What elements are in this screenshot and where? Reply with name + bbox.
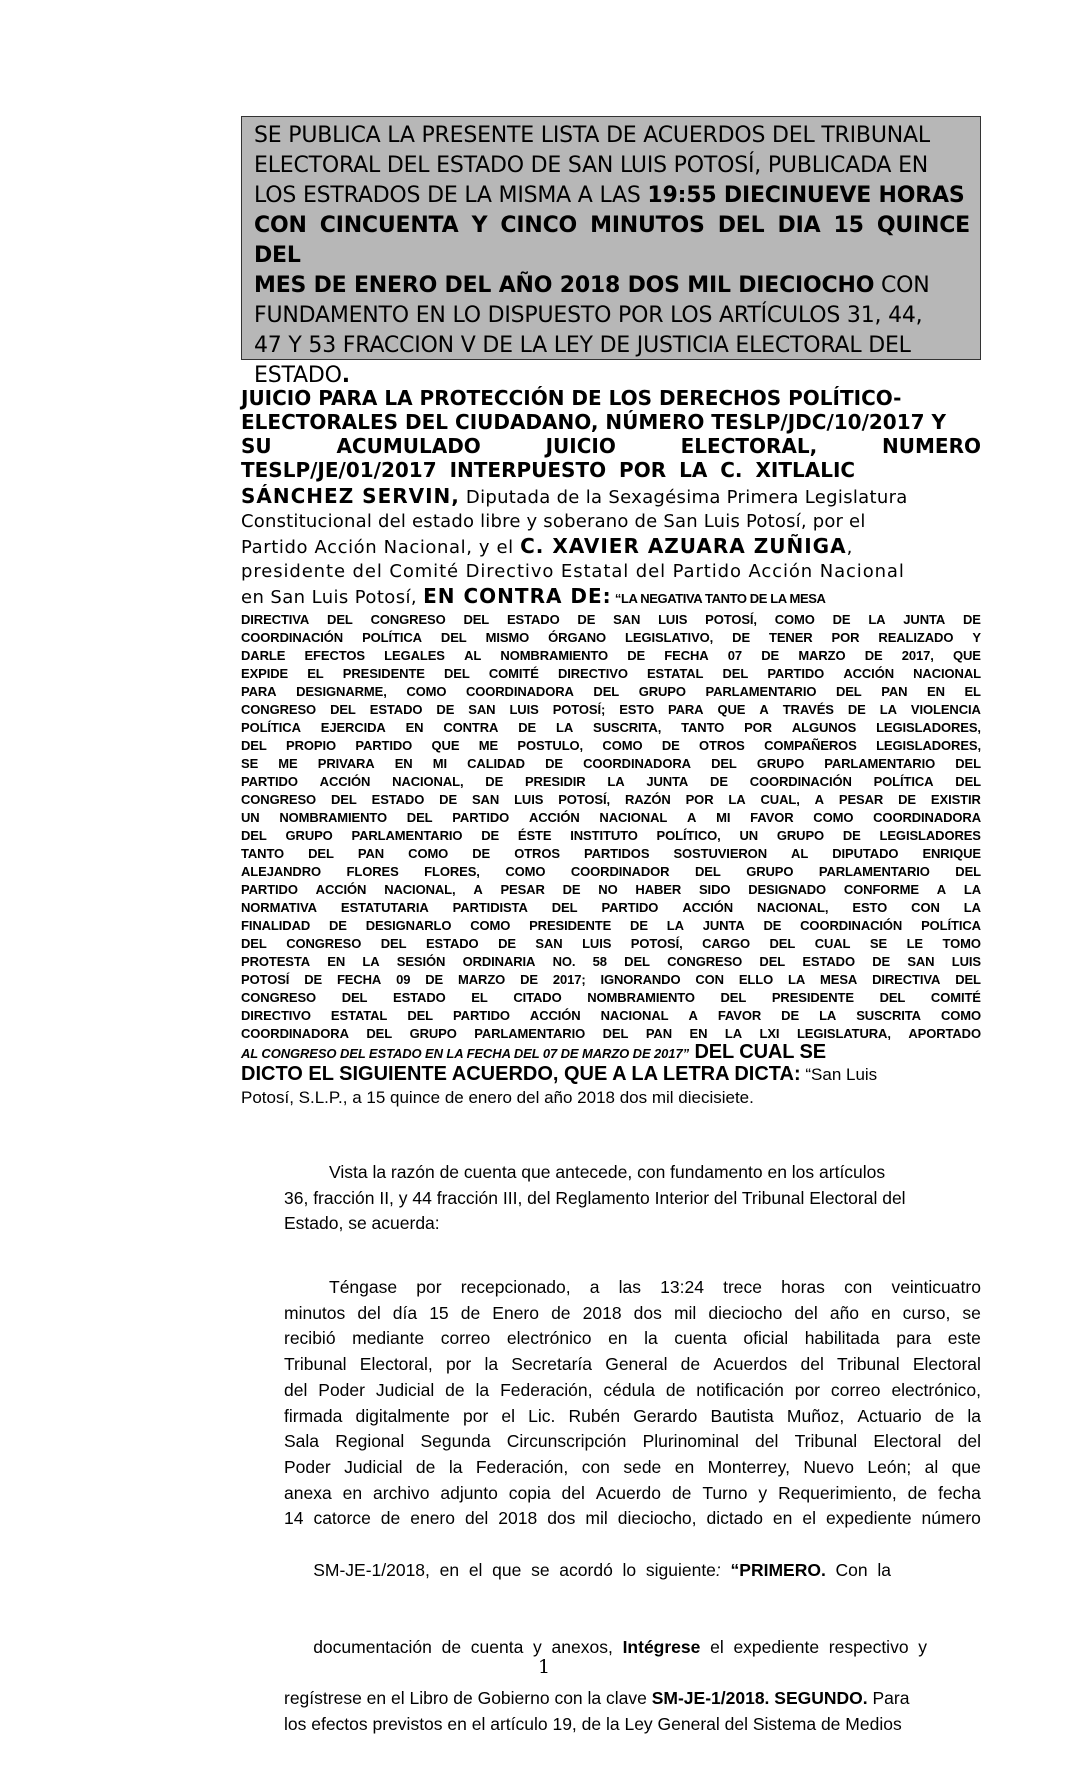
heading-line: JUICIO PARA LA PROTECCIÓN DE LOS DERECHOS POLÍTICO- bbox=[241, 386, 902, 410]
publication-notice-box bbox=[241, 116, 981, 388]
quote-line: EXPIDE EL PRESIDENTE DEL COMITÉ DIRECTIVO ESTATAL DEL PARTIDO ACCIÓN NACIONAL bbox=[241, 666, 981, 681]
paragraph-line: firmada digitalmente por el Lic. Rubén Gerardo Bautista Muñoz, Actuario de la bbox=[284, 1405, 981, 1426]
heading-line: Partido Acción Nacional, y el C. XAVIER AZUARA ZUÑIGA, bbox=[241, 534, 853, 558]
paragraph-line: los efectos previstos en el artículo 19, de la Ley General del Sistema de Medios bbox=[284, 1713, 902, 1734]
heading-line: presidente del Comité Directivo Estatal del Partido Acción Nacional bbox=[241, 561, 905, 582]
paragraph-line: Téngase por recepcionado, a las 13:24 trece horas con veinticuatro bbox=[329, 1277, 981, 1297]
heading-line: ELECTORALES DEL CIUDADANO, NÚMERO TESLP/JDC/10/2017 Y bbox=[241, 410, 946, 434]
quote-line: DIRECTIVO ESTATAL DEL PARTIDO ACCIÓN NACIONAL A FAVOR DE LA SUSCRITA COMO bbox=[241, 1008, 981, 1023]
party-name: SÁNCHEZ SERVIN, bbox=[241, 484, 460, 508]
quote-line: CONGRESO DEL ESTADO DE SAN LUIS POTOSÍ; ESTO PARA QUE A TRAVÉS DE LA VIOLENCIA bbox=[241, 702, 981, 717]
quote-line: DEL GRUPO PARLAMENTARIO DE ÉSTE INSTITUTO POLÍTICO, UN GRUPO DE LEGISLADORES bbox=[241, 828, 981, 843]
notice-line: ESTADO. bbox=[254, 363, 350, 388]
quote-line: FINALIDAD DE DESIGNARLO COMO PRESIDENTE DE LA JUNTA DE COORDINACIÓN POLÍTICA bbox=[241, 918, 981, 933]
heading-line: SÁNCHEZ SERVIN, Diputada de la Sexagésima Primera Legislatura bbox=[241, 484, 908, 508]
quote-line: SE ME PRIVARA EN MI CALIDAD DE COORDINADORA DEL GRUPO PARLAMENTARIO DEL bbox=[241, 756, 981, 771]
paragraph-line: SM-JE-1/2018, en el que se acordó lo siguiente: “PRIMERO. Con la bbox=[313, 1559, 891, 1580]
heading-line: Constitucional del estado libre y soberano de San Luis Potosí, por el bbox=[241, 511, 866, 532]
quote-line: COORDINACIÓN POLÍTICA DEL MISMO ÓRGANO LEGISLATIVO, DE TENER POR REALIZADO Y bbox=[241, 630, 981, 645]
paragraph-line: Tribunal Electoral, por la Secretaría General de Acuerdos del Tribunal Electoral bbox=[284, 1354, 981, 1375]
notice-line: 47 Y 53 FRACCION V DE LA LEY DE JUSTICIA ELECTORAL DEL bbox=[254, 333, 911, 358]
quote-line: UN NOMBRAMIENTO DEL PARTIDO ACCIÓN NACIONAL A MI FAVOR COMO COORDINADORA bbox=[241, 810, 981, 825]
heading-line: TESLP/JE/01/2017 INTERPUESTO POR LA C. XITLALIC bbox=[241, 458, 856, 482]
quote-line: NORMATIVA ESTATUTARIA PARTIDISTA DEL PARTIDO ACCIÓN NACIONAL, ESTO CON LA bbox=[241, 900, 981, 915]
notice-line: LOS ESTRADOS DE LA MISMA A LAS 19:55 DIECINUEVE HORAS bbox=[254, 183, 965, 208]
paragraph-line: Vista la razón de cuenta que antecede, con fundamento en los artículos bbox=[329, 1162, 886, 1182]
paragraph-line: Sala Regional Segunda Circunscripción Plurinominal del Tribunal Electoral del bbox=[284, 1431, 981, 1452]
paragraph-line: anexa en archivo adjunto copia del Acuerdo de Turno y Requerimiento, de fecha bbox=[284, 1482, 981, 1503]
quote-line: TANTO DEL PAN COMO DE OTROS PARTIDOS SOSTUVIERON AL DIPUTADO ENRIQUE bbox=[241, 846, 981, 861]
heading-line: SU ACUMULADO JUICIO ELECTORAL, NUMERO bbox=[241, 434, 981, 458]
paragraph-line: regístrese en el Libro de Gobierno con la clave SM-JE-1/2018. SEGUNDO. Para bbox=[284, 1688, 910, 1709]
quote-line: CONGRESO DEL ESTADO DE SAN LUIS POTOSÍ, RAZÓN POR LA CUAL, A PESAR DE EXISTIR bbox=[241, 792, 981, 807]
quote-line: POLÍTICA EJERCIDA EN CONTRA DE LA SUSCRITA, TANTO POR ALGUNOS LEGISLADORES, bbox=[241, 720, 981, 735]
quote-line: PARTIDO ACCIÓN NACIONAL, DE PRESIDIR LA JUNTA DE COORDINACIÓN POLÍTICA DEL bbox=[241, 774, 981, 789]
quote-line: POTOSÍ DE FECHA 09 DE MARZO DE 2017; IGNORANDO CON ELLO LA MESA DIRECTIVA DEL bbox=[241, 972, 981, 987]
quote-line: COORDINADORA DEL GRUPO PARLAMENTARIO DEL PAN EN LA LXI LEGISLATURA, APORTADO bbox=[241, 1026, 981, 1041]
notice-line: CON CINCUENTA Y CINCO MINUTOS DEL DIA 15 QUINCE DEL bbox=[254, 213, 970, 268]
paragraph-line: del Poder Judicial de la Federación, cédula de notificación por correo electrónico, bbox=[284, 1379, 981, 1400]
quote-line: ALEJANDRO FLORES FLORES, COMO COORDINADOR DEL GRUPO PARLAMENTARIO DEL bbox=[241, 864, 981, 879]
agreement-date: Potosí, S.L.P., a 15 quince de enero del año 2018 dos mil diecisiete. bbox=[241, 1088, 754, 1107]
quote-line: DIRECTIVA DEL CONGRESO DEL ESTADO DE SAN LUIS POTOSÍ, COMO DE LA JUNTA DE bbox=[241, 612, 981, 627]
quote-line: DEL CONGRESO DEL ESTADO DE SAN LUIS POTOSÍ, CARGO DEL CUAL SE LE TOMO bbox=[241, 936, 981, 951]
party-name: C. XAVIER AZUARA ZUÑIGA bbox=[520, 534, 847, 558]
heading-line: en San Luis Potosí, EN CONTRA DE: “LA NEGATIVA TANTO DE LA MESA bbox=[241, 584, 826, 608]
quote-line: PROTESTA EN LA SESIÓN ORDINARIA NO. 58 DEL CONGRESO DEL ESTADO DE SAN LUIS bbox=[241, 954, 981, 969]
paragraph-line: recibió mediante correo electrónico en la cuenta oficial habilitada para este bbox=[284, 1328, 981, 1349]
notice-line: ELECTORAL DEL ESTADO DE SAN LUIS POTOSÍ, PUBLICADA EN bbox=[254, 153, 929, 178]
page-number: 1 bbox=[537, 1656, 551, 1678]
quote-line: PARA DESIGNARME, COMO COORDINADORA DEL GRUPO PARLAMENTARIO DEL PAN EN EL bbox=[241, 684, 981, 699]
quoted-claim bbox=[241, 611, 981, 1043]
quote-line: DEL PROPIO PARTIDO QUE ME POSTULO, COMO DE OTROS COMPAÑEROS LEGISLADORES, bbox=[241, 738, 981, 753]
quote-last-line: AL CONGRESO DEL ESTADO EN LA FECHA DEL 07 DE MARZO DE 2017” DEL CUAL SE bbox=[241, 1041, 826, 1063]
quote-line: CONGRESO DEL ESTADO EL CITADO NOMBRAMIENTO DEL PRESIDENTE DEL COMITÉ bbox=[241, 990, 981, 1005]
paragraph-line: documentación de cuenta y anexos, Intégrese el expediente respectivo y bbox=[313, 1636, 928, 1657]
case-heading bbox=[241, 386, 981, 1109]
quote-line: PARTIDO ACCIÓN NACIONAL, A PESAR DE NO HABER SIDO DESIGNADO CONFORME A LA bbox=[241, 882, 981, 897]
paragraph-1 bbox=[284, 1160, 981, 1237]
paragraph-line: Estado, se acuerda: bbox=[284, 1213, 440, 1234]
paragraph-line: minutos del día 15 de Enero de 2018 dos mil dieciocho del año en curso, se bbox=[284, 1302, 981, 1323]
paragraph-line: 14 catorce de enero del 2018 dos mil dieciocho, dictado en el expediente número bbox=[284, 1508, 981, 1529]
notice-line: FUNDAMENTO EN LO DISPUESTO POR LOS ARTÍCULOS 31, 44, bbox=[254, 303, 923, 328]
quote-line: DARLE EFECTOS LEGALES AL NOMBRAMIENTO DE FECHA 07 DE MARZO DE 2017, QUE bbox=[241, 648, 981, 663]
paragraph-line: Poder Judicial de la Federación, con sede en Monterrey, Nuevo León; al que bbox=[284, 1456, 981, 1477]
notice-line: MES DE ENERO DEL AÑO 2018 DOS MIL DIECIOCHO CON bbox=[254, 273, 930, 298]
notice-line: SE PUBLICA LA PRESENTE LISTA DE ACUERDOS DEL TRIBUNAL bbox=[254, 123, 930, 148]
paragraph-line: 36, fracción II, y 44 fracción III, del Reglamento Interior del Tribunal Electoral del bbox=[284, 1187, 906, 1208]
agreement-intro: DICTO EL SIGUIENTE ACUERDO, QUE A LA LETRA DICTA: “San Luis bbox=[241, 1063, 878, 1085]
